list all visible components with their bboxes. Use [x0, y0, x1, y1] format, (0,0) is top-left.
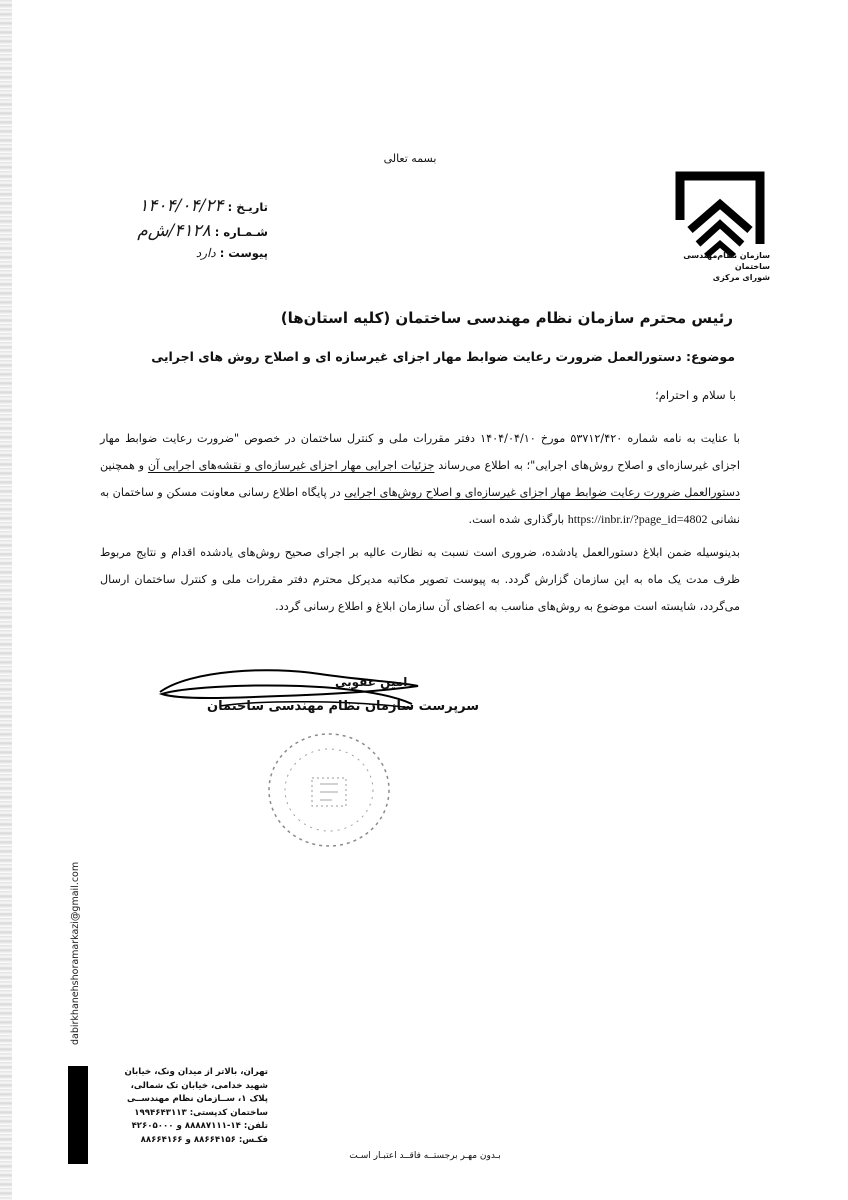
subject: [151, 349, 735, 364]
scan-edge: [0, 0, 12, 1200]
subject-label: موضوع:: [685, 349, 735, 364]
attachment-value: دارد: [195, 246, 216, 260]
logo-name: [650, 250, 770, 283]
number-row: [90, 221, 268, 241]
footer-note: بـدون مهـر برجستــه فاقــد اعتبـار اسـت: [349, 1151, 501, 1161]
signature-scribble: [150, 660, 430, 730]
attachment-row: [90, 246, 268, 260]
paragraph-2: بدینوسیله ضمن ابلاغ دستورالعمل یادشده، ضروری است نسبت به نظارت عالیه بر اجرای صحیح روش‌های یادشده اقدام و نتایج مربوط ظرف مدت یک ماه به این سازمان گزارش گردد. به پیوست تصویر مکاتبه مدیرکل محترم دفتر مقررات ملی و کنترل ساختمان ارسال می‌گردد، شایسته است موضوع به روش‌های مناسب به اعضای آن سازمان ابلاغ و اطلاع رسانی گردد.: [100, 546, 740, 613]
address-line: تهران، بالاتر از میدان ونک، خیابان: [124, 1067, 268, 1077]
address-line: فکـس: ۸۸۶۶۴۱۵۶ و ۸۸۶۶۴۱۶۶: [140, 1134, 268, 1145]
signer-name: امین عقوبی: [335, 675, 408, 689]
date-row: [90, 196, 268, 216]
footer-bar: [68, 1066, 88, 1164]
logo-org-name: سازمان نظام‌مهندسی ساختمان: [683, 251, 770, 271]
number-label: شـمـاره :: [214, 225, 268, 239]
paragraph-1: [100, 426, 740, 534]
address-line: تلفن: ۱۴-۸۸۸۸۷۱۱۱ و ۴۲۶۰۵۰۰۰: [131, 1121, 268, 1131]
signer-title: سرپرست سازمان نظام مهندسی ساختمان: [207, 699, 480, 714]
p1-end: بارگذاری شده است.: [468, 513, 565, 527]
greeting: با سلام و احترام؛: [655, 388, 736, 402]
address-line: ساختمان کدپستی: ۱۹۹۴۶۴۳۱۱۳: [134, 1107, 268, 1118]
seal-stamp: [262, 728, 396, 852]
p1-intro: با عنایت به نامه شماره ۵۳۷۱۲/۴۲۰ مورخ ۱۴۰۴/۰۴/۱۰ دفتر مقررات ملی و کنترل ساختمان در خصوص "ضرورت رعایت ضوابط مهار اجزای غیرسازه‌ای و اصلاح روش‌های اجرایی"؛ به اطلاع می‌رساند: [100, 432, 740, 472]
number-value: ۴۱۲۸/ش‌م: [137, 221, 211, 241]
logo-org-council: شورای مرکزی: [712, 273, 770, 282]
bismillah: بسمه تعالی: [383, 152, 437, 165]
subject-text: دستورالعمل ضرورت رعایت ضوابط مهار اجزای غیرسازه ای و اصلاح روش های اجرایی: [151, 349, 682, 364]
p1-portal: در پایگاه اطلاع رسانی معاونت مسکن و ساختمان به نشانی: [100, 485, 740, 527]
address-line: شهید خدامی، خیابان تک شمالی،: [130, 1080, 268, 1091]
p1-underlined-instruction: دستورالعمل ضرورت رعایت ضوابط مهار اجزای غیرسازه‌ای و اصلاح روش‌های اجرایی: [344, 485, 740, 499]
p1-underlined-details: جزئیات اجرایی مهار اجزای غیرسازه‌ای و نقشه‌های اجرایی آن: [147, 458, 435, 472]
date-label: تاریـخ :: [227, 200, 268, 214]
address-line: پلاک ۱، ســازمان نظام مهندســی: [126, 1094, 268, 1104]
attachment-label: پیوست :: [219, 246, 268, 260]
footer-address: [104, 1066, 268, 1147]
date-value: ۱۴۰۴/۰۴/۲۴: [139, 196, 224, 216]
side-email: dabirkhanehshoramarkazi@gmail.com: [70, 861, 81, 1045]
p1-url-link[interactable]: https://inbr.ir/?page_id=4802: [567, 512, 708, 527]
p1-and: و همچنین: [100, 458, 145, 472]
recipient: رئیس محترم سازمان نظام مهندسی ساختمان (کلیه استان‌ها): [280, 309, 733, 327]
